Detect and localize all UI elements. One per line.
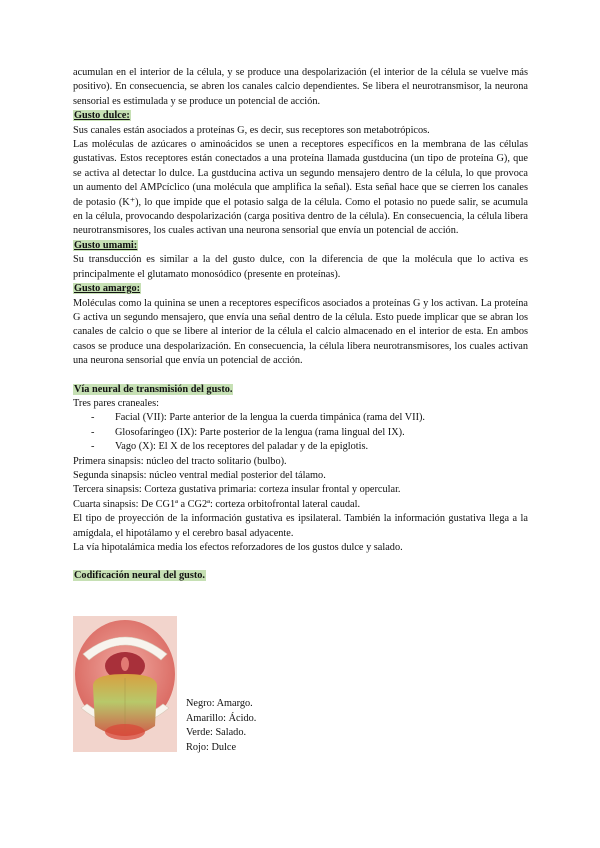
- list-item: - Vago (X): El X de los receptores del paladar y de la epiglotis.: [91, 440, 528, 454]
- synapse-line: Primera sinapsis: núcleo del tracto solitario (bulbo).: [73, 455, 287, 467]
- uvula: [121, 657, 129, 671]
- document-body: [73, 66, 528, 584]
- list-item: - Glosofaríngeo (IX): Parte posterior de la lengua (rama lingual del IX).: [91, 426, 528, 440]
- heading-gusto-amargo: Gusto amargo:: [74, 283, 141, 295]
- amargo-paragraph: Moléculas como la quinina se unen a receptores específicos asociados a proteínas G y los activan. La proteína G activa un segundo mensajero, que envía una señal dentro de la célula. Esto puede implicar que se abran los canales de calcio o que se libere al interior de la célula el calcio almacenado en el interior de esta. En ambos casos se produce una despolarización. En consecuencia, la célula libera neurotransmisores, los cuales activan una neurona sensorial que envía un potencial de acción.: [73, 297, 528, 367]
- legend-item: Negro: Amargo.: [186, 698, 253, 709]
- taste-color-legend: [186, 697, 256, 755]
- synapse-line: Tercera sinapsis: Corteza gustativa primaria: corteza insular frontal y opercular.: [73, 484, 401, 496]
- heading-gusto-dulce: Gusto dulce:: [74, 110, 130, 122]
- dulce-paragraph-1: Sus canales están asociados a proteínas G, es decir, sus receptores son metabotrópicos.: [73, 124, 430, 136]
- heading-codificacion: Codificación neural del gusto.: [74, 570, 206, 582]
- ipsilateral-paragraph: El tipo de proyección de la información gustativa es ipsilateral. También la información gustativa llega a la amígdala, el hipotálamo y el cerebro basal adyacente.: [73, 513, 528, 539]
- tongue-tip-red: [105, 724, 145, 740]
- via-intro: Tres pares craneales:: [73, 397, 159, 409]
- synapse-line: Segunda sinapsis: núcleo ventral medial posterior del tálamo.: [73, 469, 326, 481]
- heading-via-neural: Vía neural de transmisión del gusto.: [74, 383, 233, 395]
- synapse-line: Cuarta sinapsis: De CG1ª a CG2ª: corteza orbitofrontal lateral caudal.: [73, 498, 361, 510]
- legend-item: Amarillo: Ácido.: [186, 712, 257, 724]
- tongue-taste-map-image: [73, 616, 177, 752]
- cranial-nerves-list: [73, 411, 528, 454]
- legend-item: Verde: Salado.: [186, 727, 247, 739]
- dulce-paragraph-2: Las moléculas de azúcares o aminoácidos se unen a receptores específicos en la membrana de las células gustativas. Estos receptores están conectados a una proteína llamada gustducina (un tipo de proteína G), que se activa al detectar lo dulce. La gustducina activa un segundo mensajero dentro de la célula, lo que provoca un aumento del AMPcíclico (una molécula que amplifica la señal). Esta señal hace que se cierren los canales de potasio (K⁺), lo que impide que el potasio salga de la célula. Como el potasio no puede salir, se acumula en la célula, provocando despolarización (carga positiva dentro de la célula). En consecuencia, la célula libera neurotransmisores, los cuales activan una neurona sensorial que envía un potencial de acción.: [73, 139, 528, 237]
- heading-gusto-umami: Gusto umami:: [74, 239, 138, 251]
- legend-item: Rojo: Dulce: [186, 741, 237, 753]
- intro-paragraph: acumulan en el interior de la célula, y se produce una despolarización (el interior de la célula se vuelve más positivo). En consecuencia, se abren los canales calcio dependientes. Se libera el neurotransmisor, la neurona sensorial es estimulada y se produce un potencial de acción.: [73, 67, 528, 107]
- hypothalamic-paragraph: La vía hipotalámica media los efectos reforzadores de los gustos dulce y salado.: [73, 542, 403, 553]
- list-item: - Facial (VII): Parte anterior de la lengua la cuerda timpánica (rama del VII).: [91, 411, 528, 425]
- umami-paragraph: Su transducción es similar a la del gusto dulce, con la diferencia de que la molécula que lo activa es principalmente el glutamato monosódico (presente en proteínas).: [73, 254, 528, 280]
